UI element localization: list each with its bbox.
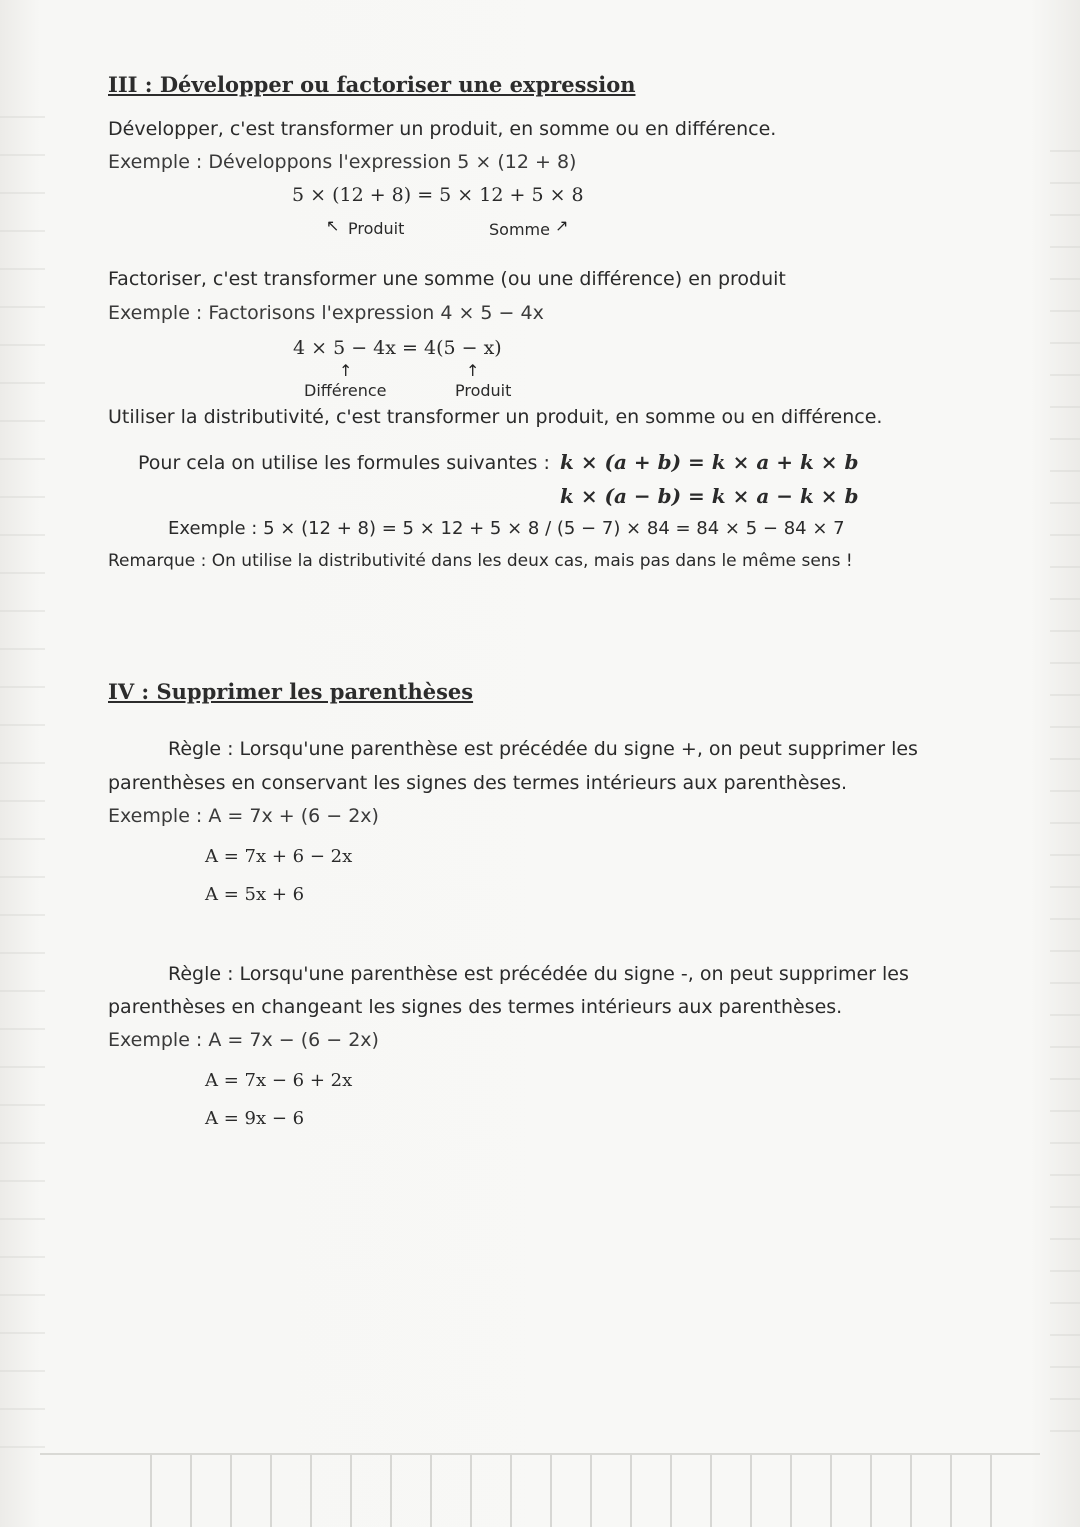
factor-example-equation: 4 × 5 − 4x = 4(5 − x) <box>293 337 502 359</box>
rule2-line2: parenthèses en changeant les signes des termes intérieurs aux parenthèses. <box>108 996 843 1018</box>
rule1-line2: parenthèses en conservant les signes des termes intérieurs aux parenthèses. <box>108 772 848 794</box>
factor-label-difference: Différence <box>304 381 387 400</box>
arrow-up-icon-2: ↑ <box>466 361 480 380</box>
develop-example-intro: Exemple : Développons l'expression 5 × (12 + 8) <box>108 151 577 173</box>
formula-intro: Pour cela on utilise les formules suivantes : <box>138 452 550 474</box>
arrow-up-icon: ↑ <box>339 361 353 380</box>
arrow-up-left-icon: ↖ <box>326 216 340 235</box>
develop-label-product: Produit <box>348 219 405 238</box>
formula-1: k × (a + b) = k × a + k × b <box>560 450 859 474</box>
section3-title: III : Développer ou factoriser une expression <box>108 72 636 97</box>
remark: Remarque : On utilise la distributivité dans les deux cas, mais pas dans le même sens ! <box>108 551 853 571</box>
distributivity-definition: Utiliser la distributivité, c'est transformer un produit, en somme ou en différence. <box>108 406 883 428</box>
example1-line1: Exemple : A = 7x + (6 − 2x) <box>108 805 379 827</box>
rule2-line1: Règle : Lorsqu'une parenthèse est précédée du signe -, on peut supprimer les <box>168 963 909 985</box>
rule1-line1: Règle : Lorsqu'une parenthèse est précédée du signe +, on peut supprimer les <box>168 738 918 760</box>
factor-definition: Factoriser, c'est transformer une somme (ou une différence) en produit <box>108 268 786 290</box>
section4-title: IV : Supprimer les parenthèses <box>108 679 474 704</box>
arrow-up-right-icon: ↗ <box>555 216 569 235</box>
develop-definition: Développer, c'est transformer un produit, en somme ou en différence. <box>108 118 777 140</box>
example1-line3: A = 5x + 6 <box>205 884 305 905</box>
develop-label-sum: Somme <box>489 220 550 239</box>
example2-line3: A = 9x − 6 <box>205 1108 305 1129</box>
factor-label-product: Produit <box>455 381 512 400</box>
example1-line2: A = 7x + 6 − 2x <box>205 846 353 867</box>
distributivity-example: Exemple : 5 × (12 + 8) = 5 × 12 + 5 × 8 / (5 − 7) × 84 = 84 × 5 − 84 × 7 <box>168 518 845 539</box>
left-margin-lines <box>0 80 45 1460</box>
bottom-grid <box>150 1455 1020 1527</box>
example2-line1: Exemple : A = 7x − (6 − 2x) <box>108 1029 379 1051</box>
develop-example-equation: 5 × (12 + 8) = 5 × 12 + 5 × 8 <box>292 184 584 206</box>
factor-example-intro: Exemple : Factorisons l'expression 4 × 5 − 4x <box>108 302 544 324</box>
example2-line2: A = 7x − 6 + 2x <box>205 1070 353 1091</box>
formula-2: k × (a − b) = k × a − k × b <box>560 484 859 508</box>
right-margin-lines <box>1050 120 1080 1440</box>
